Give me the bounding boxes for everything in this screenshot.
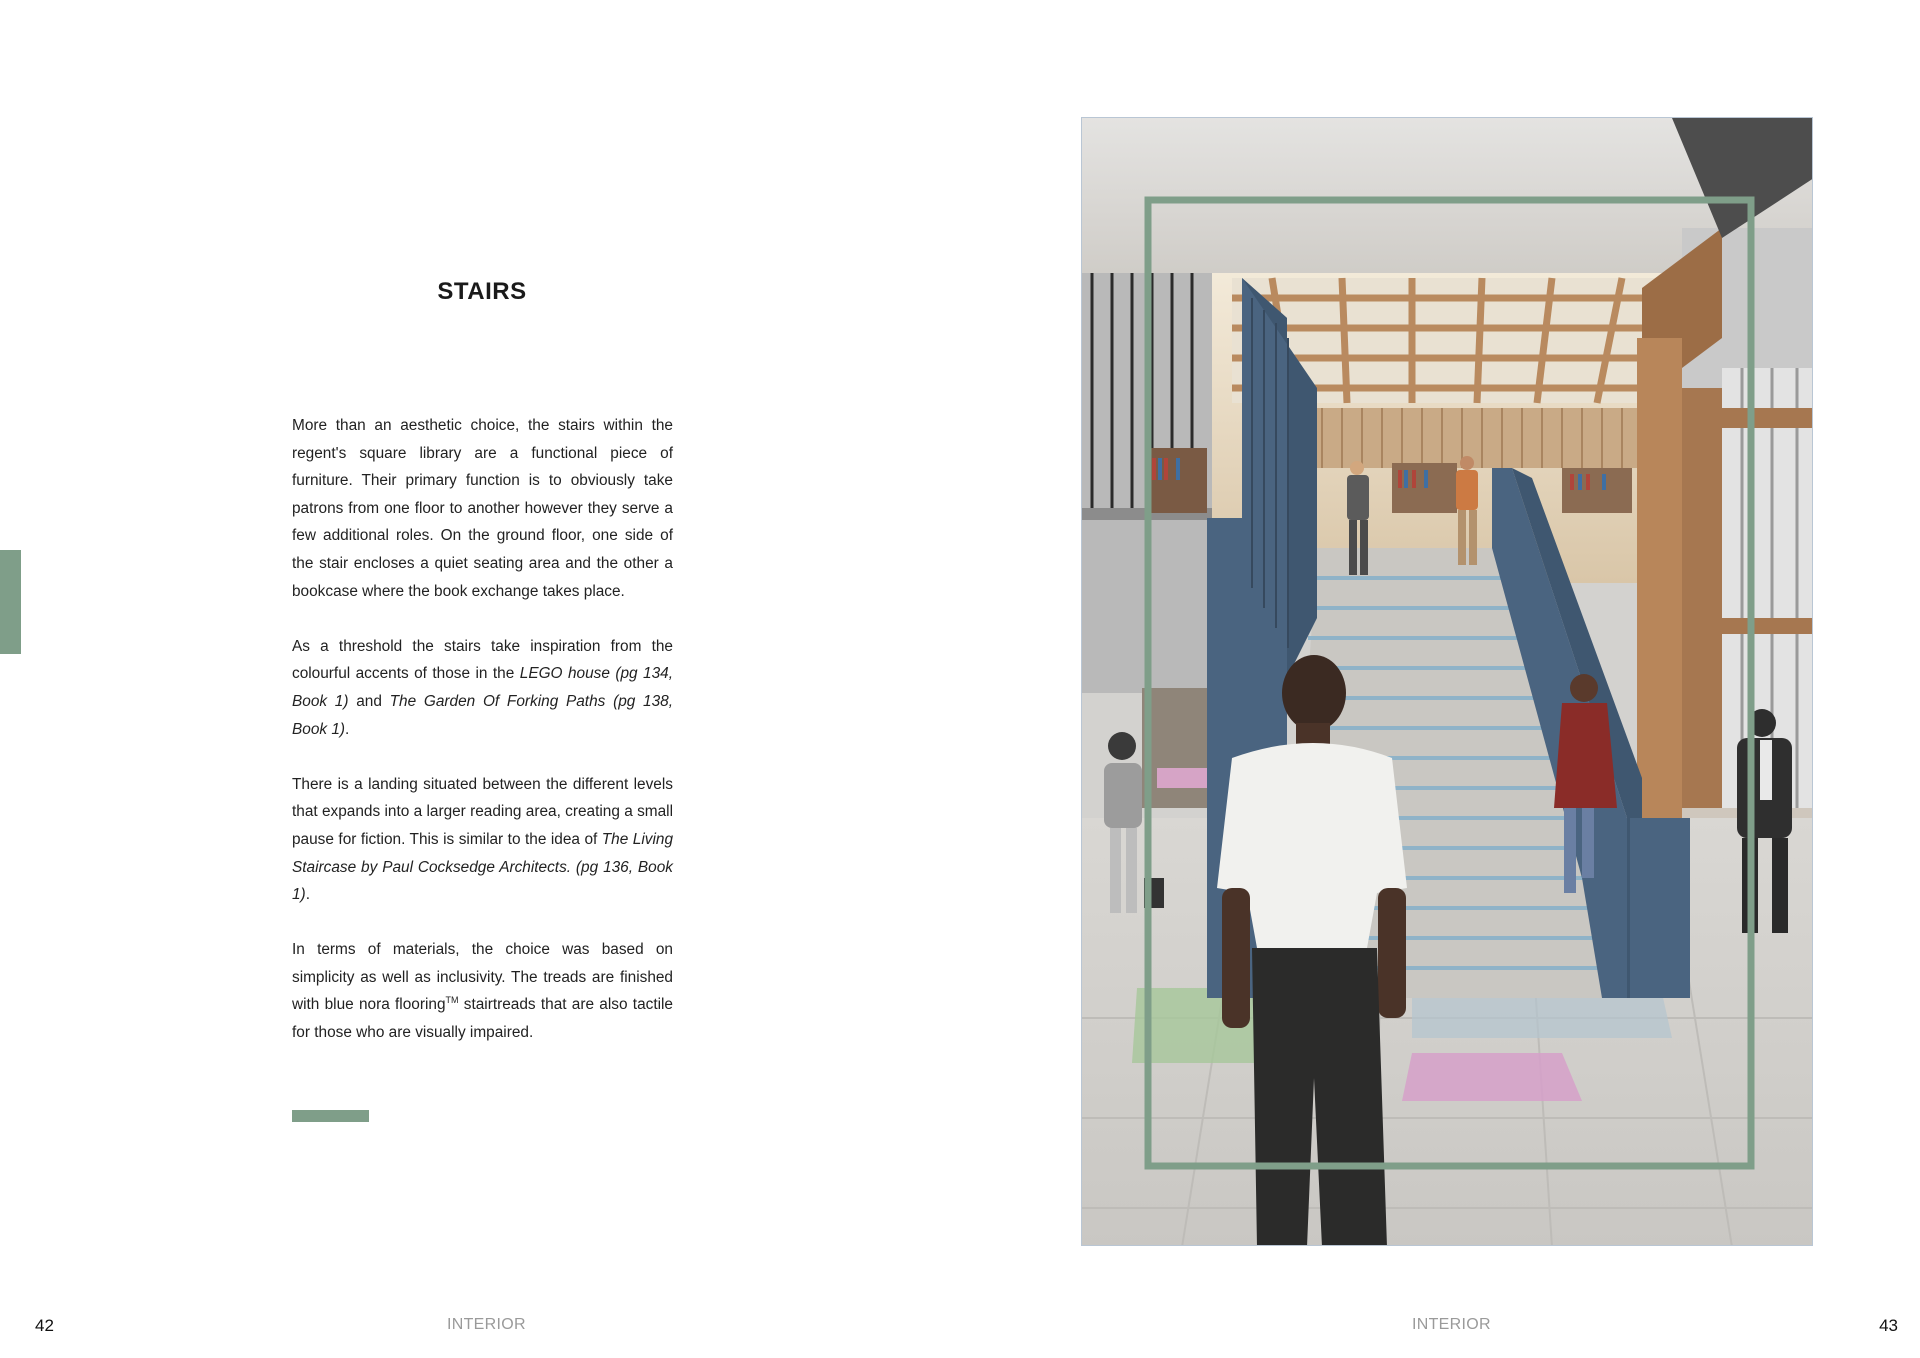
stair-render-image bbox=[1081, 117, 1813, 1246]
body-text bbox=[292, 412, 673, 1074]
paragraph-2-text-c: and bbox=[348, 692, 390, 710]
stair-render-illustration bbox=[1082, 118, 1813, 1246]
reference-garden-forking-paths: The Garden Of Forking Paths (pg 138, Book 1) bbox=[292, 692, 673, 738]
paragraph-3 bbox=[292, 771, 673, 909]
paragraph-3-text-c: . bbox=[305, 886, 310, 904]
page-number-right: 43 bbox=[1879, 1316, 1898, 1335]
paragraph-2-text-a: As a threshold the stairs take inspiration from the colourful accents of those in the bbox=[292, 637, 673, 683]
section-side-tab bbox=[0, 550, 21, 654]
reference-lego-house: LEGO house (pg 134, Book 1) bbox=[292, 665, 674, 710]
paragraph-3-text-a: There is a landing situated between the different levels that expands into a larger reading area, creating a small pause for fiction. This is similar to the idea of bbox=[292, 775, 673, 848]
paragraph-4 bbox=[292, 936, 673, 1046]
reference-living-staircase: The Living Staircase by Paul Cocksedge Architects. (pg 136, Book 1) bbox=[292, 830, 674, 904]
paragraph-1: More than an aesthetic choice, the stairs within the regent's square library are a functional piece of furniture. Their primary function is to obviously take patrons from one floor to another however they serve a few additional roles. On the ground floor, one side of the stair encloses a quiet seating area and the other a bookcase where the book exchange takes place. bbox=[292, 417, 673, 600]
paragraph-2-text-e: . bbox=[345, 720, 350, 738]
trademark-mark: TM bbox=[445, 995, 459, 1006]
paragraph-4-text-a: In terms of materials, the choice was based on simplicity as well as inclusivity. The treads are finished with blue nora flooring bbox=[292, 941, 673, 1014]
page-number-left: 42 bbox=[35, 1316, 54, 1335]
accent-bar bbox=[292, 1110, 369, 1122]
paragraph-2 bbox=[292, 633, 673, 743]
footer-section-label-right: INTERIOR bbox=[1412, 1316, 1491, 1333]
page-title: STAIRS bbox=[437, 278, 527, 305]
footer-section-label-left: INTERIOR bbox=[447, 1316, 526, 1333]
paragraph-4-text-b: stairtreads that are also tactile for those who are visually impaired. bbox=[292, 996, 673, 1042]
